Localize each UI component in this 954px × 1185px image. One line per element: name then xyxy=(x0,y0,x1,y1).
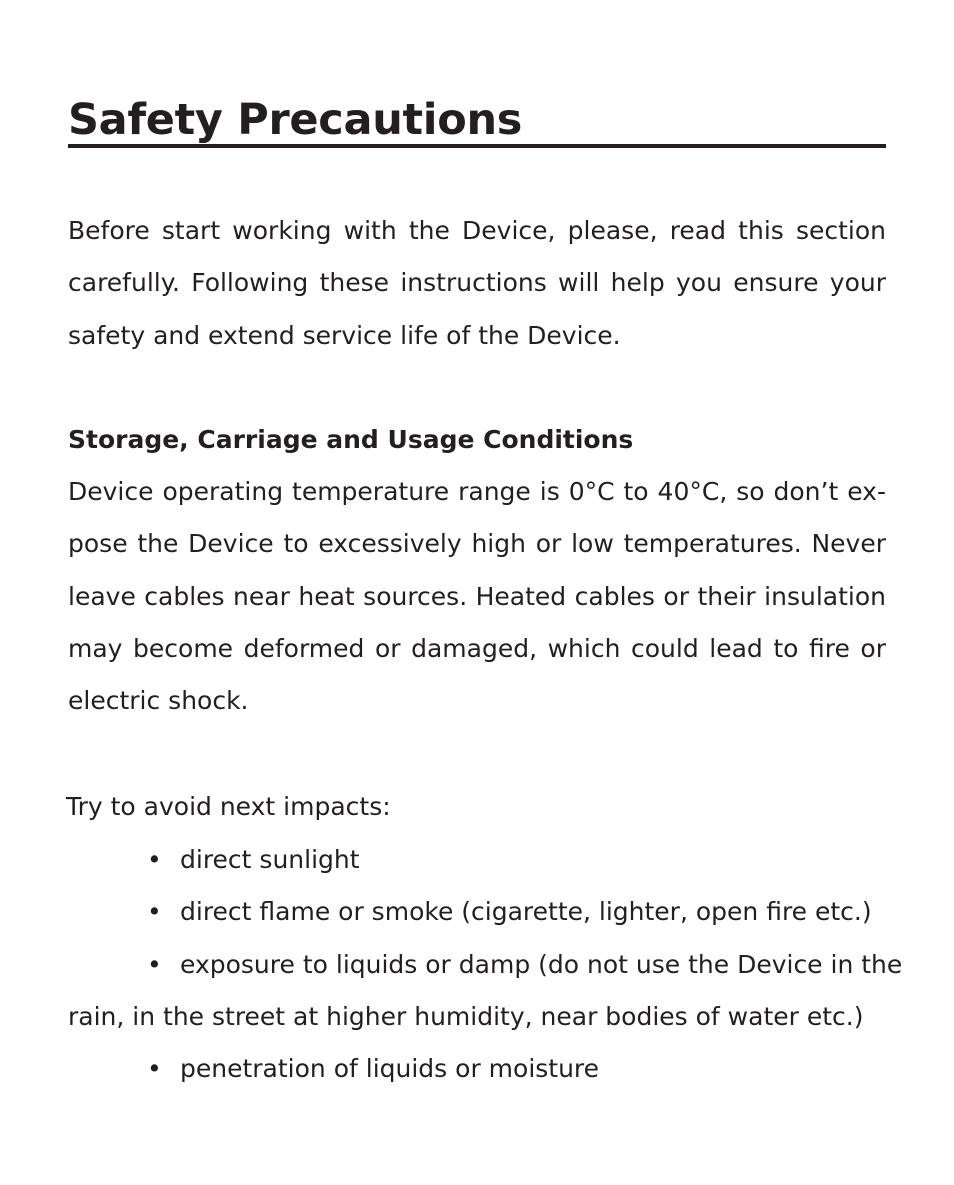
title-underline xyxy=(68,144,886,148)
storage-section-heading: Storage, Carriage and Usage Conditions xyxy=(68,425,634,454)
avoid-lead-text: Try to avoid next impacts: xyxy=(66,792,391,821)
list-item-text: exposure to liquids or damp (do not use the Device in the xyxy=(180,950,903,979)
intro-paragraph: Before start working with the Device, please, read this section carefully. Following these instructions will help you ensure your safety and extend service life of the Device. xyxy=(68,216,886,350)
bullet-icon: • xyxy=(147,950,162,979)
list-item-continuation: rain, in the street at higher humidity, near bodies of water etc.) xyxy=(68,1002,864,1031)
list-item-text: penetration of liquids or moisture xyxy=(180,1054,600,1083)
bullet-icon: • xyxy=(147,897,162,926)
bullet-icon: • xyxy=(147,1054,162,1083)
storage-paragraph: Device operating temperature range is 0°C to 40°C, so don’t expose the Device to excessively high or low temperatures. Never leave cables near heat sources. Heated cables or their insulation may become deformed or damaged, which could lead to fire or electric shock. xyxy=(68,477,886,716)
bullet-icon: • xyxy=(147,845,162,874)
page-title: Safety Precautions xyxy=(68,95,523,145)
list-item-text: direct flame or smoke (cigarette, lighter, open fire etc.) xyxy=(180,897,872,926)
list-item-text: direct sunlight xyxy=(180,845,360,874)
